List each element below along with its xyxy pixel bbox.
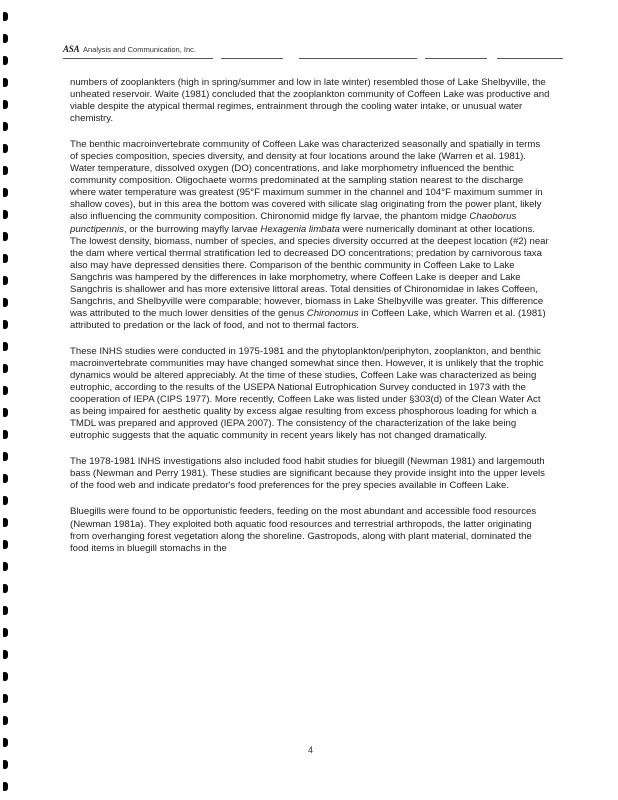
binding-mark: [3, 34, 8, 43]
binding-mark: [3, 188, 8, 197]
binding-mark: [3, 584, 8, 593]
binding-mark: [3, 606, 8, 615]
binding-mark: [3, 122, 8, 131]
paragraph-3: These INHS studies were conducted in 1975-1981 and the phytoplankton/periphyton, zooplankton, and benthic macroinvertebrate communities may have changed somewhat since then. However, it is unlikely that the trophic dynamics would be altered appreciably. At the time of these studies, Coffeen Lake was characterized as being eutrophic, according to the results of the USEPA National Eutrophication Survey conducted in 1973 with the cooperation of IEPA (CIPS 1977). More recently, Coffeen Lake was listed under §303(d) of the Clean Water Act as being impaired for aesthetic quality by excess algae resulting from excess phosphorous loading for which a TMDL was prepared and approved (IEPA 2007). The consistency of the characterization of the lake being eutrophic suggests that the aquatic community in recent years likely has not changed dramatically.: [70, 345, 544, 442]
paragraph-2-part-1: The benthic macroinvertebrate community of Coffeen Lake was characterized seasonally and spatially in terms of species composition, species diversity, and density at four locations around the lake (Warren et al. 1981). Water temperature, dissolved oxygen (DO) concentrations, and lake morphometry influenced the benthic community composition. Oligochaete worms predominated at the sampling station nearest to the discharge where water temperature was greatest (95°F maximum summer in the channel and 104°F maximum summer in shallow coves), but in this area the bottom was covered with silicate slag originating from the power plant, likely also influencing the community composition. Chironomid midge fly larvae, the phantom midge: [70, 139, 543, 223]
binding-mark: [3, 166, 8, 175]
page-number: 4: [308, 745, 314, 755]
binding-marks: [0, 0, 14, 800]
binding-mark: [3, 738, 8, 747]
binding-mark: [3, 78, 8, 87]
body-text: [70, 77, 550, 569]
binding-mark: [3, 474, 8, 483]
page-header: [63, 44, 563, 64]
binding-mark: [3, 672, 8, 681]
binding-mark: [3, 628, 8, 637]
binding-mark: [3, 56, 8, 65]
binding-mark: [3, 408, 8, 417]
paragraph-2: [70, 139, 550, 332]
binding-mark: [3, 650, 8, 659]
company-name: Analysis and Communication, Inc.: [83, 45, 196, 54]
binding-mark: [3, 760, 8, 769]
binding-mark: [3, 100, 8, 109]
header-rule-1: [63, 58, 213, 59]
binding-mark: [3, 210, 8, 219]
binding-mark: [3, 342, 8, 351]
genus-chironomus: Chironomus: [306, 307, 359, 319]
binding-mark: [3, 562, 8, 571]
binding-mark: [3, 144, 8, 153]
binding-mark: [3, 276, 8, 285]
binding-mark: [3, 782, 8, 791]
header-rule-2: [221, 58, 283, 59]
paragraph-2-part-2: , or the burrowing mayfly larvae: [123, 223, 261, 235]
binding-mark: [3, 540, 8, 549]
paragraph-2-part-4: in Coffeen Lake, which Warren et al. (1981) attributed to predation or the lack of food, and not to thermal factors.: [70, 307, 546, 331]
binding-mark: [3, 320, 8, 329]
binding-mark: [3, 496, 8, 505]
header-rule-3: [299, 58, 417, 59]
binding-mark: [3, 254, 8, 263]
species-hexagenia: Hexagenia limbata: [260, 223, 340, 235]
paragraph-1: numbers of zooplankters (high in spring/summer and low in late winter) resembled those of Lake Shelbyville, the unheated reservoir. Waite (1981) concluded that the zooplankton community of Coffeen Lake was productive and viable despite the atypical thermal regimes, entrainment through the cooling water intake, or unusual water chemistry.: [70, 77, 550, 125]
paragraph-5: Bluegills were found to be opportunistic feeders, feeding on the most abundant and accessible food resources (Newman 1981a). They exploited both aquatic food resources and terrestrial arthropods, the latter originating from overhanging forest vegetation along the shoreline. Gastropods, along with plant material, dominated the food items in bluegill stomachs in the: [70, 506, 537, 554]
paragraph-2-part-3: were numerically dominant at other locations. The lowest density, biomass, number of species, and species diversity occurred at the deepest location (#2) near the dam where vertical thermal stratification led to decreased DO concentrations; predation by carnivorous taxa also may have depressed densities there. Comparison of the benthic community in Coffeen Lake to Lake Sangchris was hampered by the differences in lake morphometry, where Coffeen Lake is deeper and Lake Sangchris is shallower and has more extensive littoral areas. Total densities of Chironomidae in lakes Coffeen, Sangchris, and Shelbyville were comparable; however, biomass in Lake Shelbyville was greater. This difference was attributed to the much lower densities of the genus: [70, 223, 549, 319]
binding-mark: [3, 694, 8, 703]
binding-mark: [3, 716, 8, 725]
binding-mark: [3, 430, 8, 439]
binding-mark: [3, 364, 8, 373]
binding-mark: [3, 12, 8, 21]
binding-mark: [3, 386, 8, 395]
species-chaoborus: Chaoborus punctipennis: [70, 211, 517, 235]
paragraph-4: The 1978-1981 INHS investigations also included food habit studies for bluegill (Newman 1981) and largemouth bass (Newman and Perry 1981). These studies are significant because they provide insight into the upper levels of the food web and indicate predator's food preferences for the prey species available in Coffeen Lake.: [70, 456, 545, 492]
header-rule-5: [497, 58, 563, 59]
company-logo: ASA: [63, 44, 80, 54]
binding-mark: [3, 452, 8, 461]
header-rule-4: [425, 58, 487, 59]
binding-mark: [3, 298, 8, 307]
binding-mark: [3, 518, 8, 527]
binding-mark: [3, 232, 8, 241]
